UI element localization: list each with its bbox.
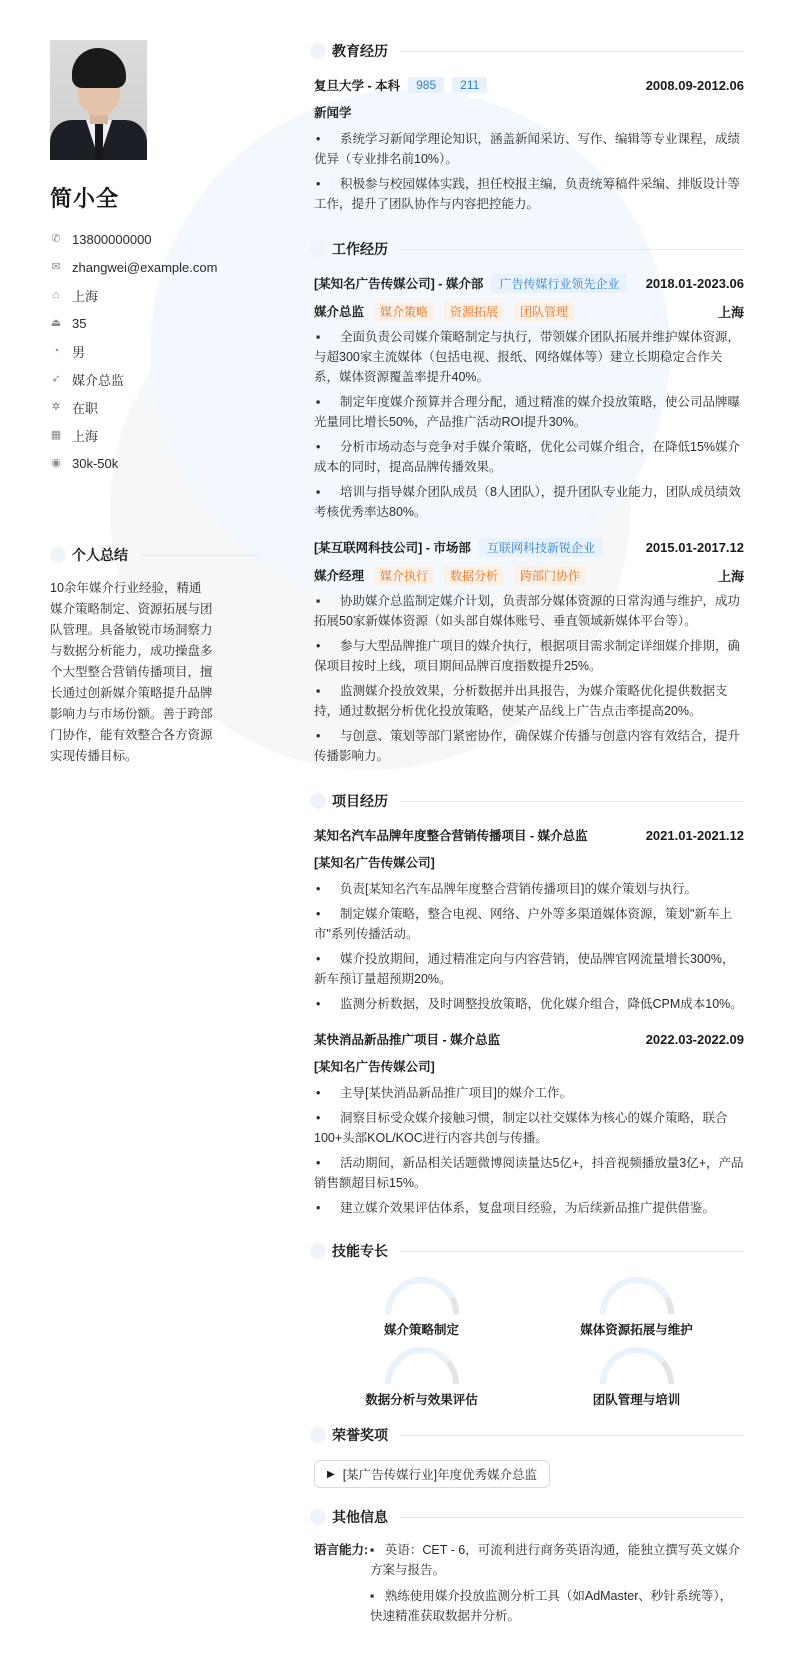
skill-tag: 资源拓展	[444, 302, 504, 321]
info-salary: ◉ 30k-50k	[51, 455, 119, 471]
gender-icon: ◔	[52, 345, 60, 357]
section-title: 个人总结	[72, 547, 128, 563]
project-date: 2022.03-2022.09	[645, 1031, 744, 1047]
status-icon: ✲	[51, 401, 61, 413]
info-gender: ◔ 男	[50, 337, 250, 365]
skills-section-header: 技能专长	[314, 1240, 744, 1262]
skill-gauge-icon	[597, 1274, 677, 1314]
project-date: 2021.01-2021.12	[645, 827, 744, 843]
building-icon: ▦	[50, 429, 62, 441]
other-section-header: 其他信息	[314, 1506, 744, 1528]
sidebar	[50, 40, 250, 477]
work-section-header: 工作经历	[314, 238, 744, 260]
info-hometown: ⌂ 上海	[50, 281, 250, 309]
divider	[400, 1435, 744, 1436]
skill-gauge-icon	[382, 1344, 462, 1384]
bullet-item: • 媒介投放期间，通过精准定向与内容营销，使品牌官网流量增长300%，新车预订量超预期20%。	[314, 952, 735, 986]
info-target-position: ➶ 媒介总监	[51, 372, 125, 388]
school-tag: 985	[408, 77, 444, 93]
skill-gauge-icon	[597, 1344, 677, 1384]
skill-label: 数据分析与效果评估	[365, 1393, 478, 1407]
education-section-header: 教育经历	[314, 40, 744, 62]
summary-text: 10余年媒介行业经验，精通媒介策略制定、资源拓展与团队管理。具备敏锐市场洞察力与数据分析能力，成功操盘多个大型整合营销传播项目，擅长通过创新媒介策略提升品牌影响力与市场份额。善于跨部门协作，能有效整合各方资源实现传播目标。	[50, 581, 213, 763]
info-status: ✲ 在职	[51, 400, 99, 416]
home-icon: ⌂	[52, 289, 60, 301]
section-dot-icon	[50, 547, 66, 563]
project-name: 某快消品新品推广项目 - 媒介总监	[314, 1033, 501, 1047]
bullet-item: • 监测分析数据，及时调整投放策略，优化媒介组合，降低CPM成本10%。	[316, 997, 743, 1011]
info-target-city: ▦ 上海	[50, 428, 99, 444]
bullet-item: • 与创意、策划等部门紧密协作，确保媒介传播与创意内容有效结合，提升传播影响力。	[314, 729, 741, 763]
bullet-item: • 活动期间，新品相关话题微博阅读量达5亿+，抖音视频播放量3亿+，产品销售额超目标15%。	[314, 1156, 744, 1190]
candidate-name: 简小全	[50, 186, 120, 211]
job-role: 媒介经理	[314, 569, 365, 583]
bullet-item: ▪ 熟练使用媒介投放监测分析工具（如AdMaster、秒针系统等），快速精准获取数据并分析。	[370, 1589, 733, 1623]
bullet-item: • 洞察目标受众媒介接触习惯，制定以社交媒体为核心的媒介策略，联合100+头部KOL/KOC进行内容共创与传播。	[314, 1111, 728, 1145]
bullet-item: ▪ 制定年度媒介预算并合理分配，通过精准的媒介投放策略，使公司品牌曝光量同比增长50%，产品推广活动ROI提升30%。	[314, 395, 741, 429]
section-dot-icon	[310, 1427, 326, 1443]
company-tag: 广告传媒行业领先企业	[491, 274, 627, 293]
bullet-item: • 负责[某知名汽车品牌年度整合营销传播项目]的媒介策划与执行。	[316, 882, 697, 896]
bullet-item: • 积极参与校园媒体实践，担任校报主编，负责统筹稿件采编、排版设计等工作，提升了团队协作与内容把控能力。	[314, 177, 741, 211]
bullet-item: • 主导[某快消品新品推广项目]的媒介工作。	[316, 1086, 572, 1100]
skill-label: 团队管理与培训	[592, 1393, 681, 1407]
project-company: [某知名广告传媒公司]	[314, 1060, 435, 1074]
other-info	[314, 1540, 744, 1632]
skill-label: 媒介策略制定	[383, 1323, 459, 1337]
education-date: 2008.09-2012.06	[645, 77, 744, 93]
section-dot-icon	[310, 1243, 326, 1259]
play-triangle-icon: ▶	[327, 1468, 335, 1480]
school-name: 复旦大学 - 本科	[314, 79, 401, 93]
company-name: [某互联网科技公司] - 市场部	[314, 541, 471, 555]
job-city: 上海	[717, 568, 744, 584]
skill-item	[529, 1344, 744, 1408]
bullet-item: ▪ 培训与指导媒介团队成员（8人团队），提升团队专业能力，团队成员绩效考核优秀率达80%。	[314, 485, 741, 519]
awards-section-header: 荣誉奖项	[314, 1424, 744, 1446]
contact-info-list	[50, 225, 250, 477]
skill-tag: 团队管理	[514, 302, 574, 321]
projects-section-header: 项目经历	[314, 790, 744, 812]
work-entry	[314, 272, 744, 522]
bullet-item: • 制定媒介策略，整合电视、网络、户外等多渠道媒体资源，策划"新车上市"系列传播活动。	[314, 907, 732, 941]
divider	[140, 555, 260, 556]
skill-tag: 跨部门协作	[514, 566, 586, 585]
company-name: [某知名广告传媒公司] - 媒介部	[314, 277, 484, 291]
bullet-item: • 参与大型品牌推广项目的媒介执行，根据项目需求制定详细媒介排期，确保项目按时上线，项目期间品牌百度指数提升25%。	[314, 639, 741, 673]
divider	[400, 801, 744, 802]
skill-label: 媒体资源拓展与维护	[580, 1323, 693, 1337]
divider	[400, 249, 744, 250]
main-content	[314, 40, 744, 1632]
skill-tag: 媒介执行	[374, 566, 434, 585]
send-icon: ➶	[51, 373, 61, 385]
award-item[interactable]: ▶ [某广告传媒行业]年度优秀媒介总监	[314, 1460, 550, 1488]
language-label: 语言能力:	[314, 1543, 369, 1557]
work-date: 2018.01-2023.06	[645, 275, 744, 291]
skill-item	[314, 1274, 529, 1338]
info-phone: ✆ 13800000000	[51, 231, 152, 247]
phone-icon: ✆	[51, 233, 61, 245]
work-date: 2015.01-2017.12	[645, 539, 744, 555]
project-company: [某知名广告传媒公司]	[314, 856, 435, 870]
bullet-item: ▪ 全面负责公司媒介策略制定与执行，带领媒介团队拓展并维护媒体资源，与超300家主流媒体（包括电视、报纸、网络媒体等）建立长期稳定合作关系，媒体资源覆盖率提升40%。	[314, 330, 741, 384]
mail-icon: ✉	[51, 261, 61, 273]
job-role: 媒介总监	[314, 305, 365, 319]
bullet-item: • 分析市场动态与竞争对手媒介策略，优化公司媒介组合，在降低15%媒介成本的同时，提高品牌传播效果。	[314, 440, 741, 474]
skill-tag: 数据分析	[444, 566, 504, 585]
bullet-item: ▪ 协助媒介总监制定媒介计划，负责部分媒体资源的日常沟通与维护，成功拓展50家新媒体资源（如头部自媒体账号、垂直领域新媒体平台等）。	[314, 594, 741, 628]
section-dot-icon	[310, 1509, 326, 1525]
age-icon: ⏏	[50, 317, 62, 329]
skill-gauge-icon	[382, 1274, 462, 1314]
skill-tag: 媒介策略	[374, 302, 434, 321]
divider	[400, 51, 744, 52]
company-tag: 互联网科技新锐企业	[479, 538, 603, 557]
section-dot-icon	[310, 793, 326, 809]
skill-item	[314, 1344, 529, 1408]
divider	[400, 1517, 744, 1518]
bullet-item: • 建立媒介效果评估体系，复盘项目经验，为后续新品推广提供借鉴。	[316, 1201, 716, 1215]
bullet-item: ▪ 监测媒介投放效果，分析数据并出具报告，为媒介策略优化提供数据支持，通过数据分析优化投放策略，使某产品线上广告点击率提高20%。	[314, 684, 728, 718]
bullet-item: ▪ 英语：CET - 6，可流利进行商务英语沟通，能独立撰写英文媒介方案与报告。	[370, 1543, 741, 1577]
school-tag: 211	[452, 77, 487, 93]
skills-grid	[314, 1274, 744, 1408]
info-email: ✉ zhangwei@example.com	[51, 259, 218, 275]
info-age: ⏏ 35	[50, 315, 87, 331]
project-entry	[314, 1028, 744, 1218]
job-city: 上海	[717, 304, 744, 320]
skill-item	[529, 1274, 744, 1338]
section-dot-icon	[310, 241, 326, 257]
summary-section-header	[50, 545, 260, 565]
section-dot-icon	[310, 43, 326, 59]
salary-icon: ◉	[51, 457, 61, 469]
avatar-photo	[50, 40, 147, 160]
major: 新闻学	[314, 106, 352, 120]
bullet-item: • 系统学习新闻学理论知识，涵盖新闻采访、写作、编辑等专业课程，成绩优异（专业排名前10%）。	[314, 132, 741, 166]
project-entry	[314, 824, 744, 1014]
divider	[400, 1251, 744, 1252]
project-name: 某知名汽车品牌年度整合营销传播项目 - 媒介总监	[314, 829, 588, 843]
education-entry	[314, 74, 744, 214]
work-entry	[314, 536, 744, 766]
